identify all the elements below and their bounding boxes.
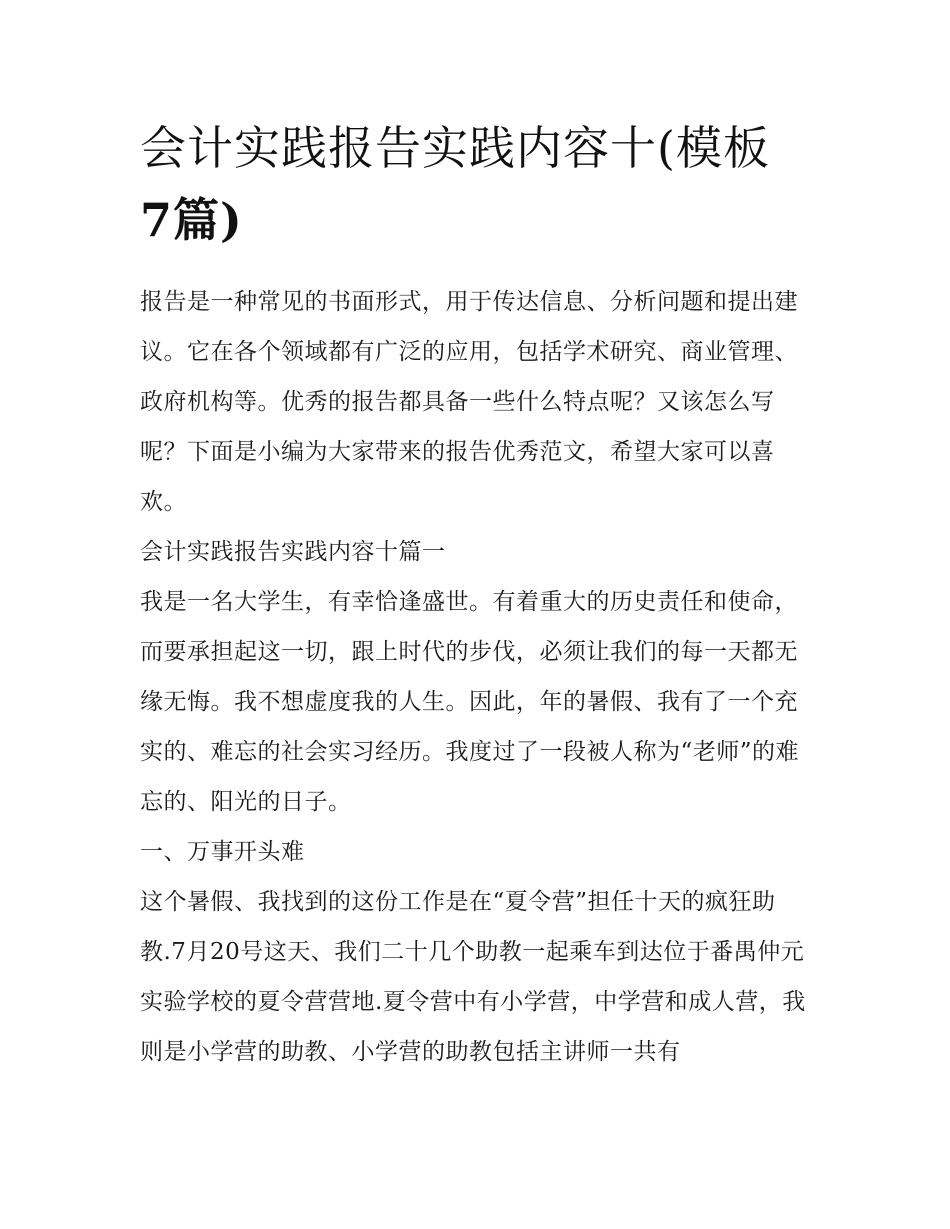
title-line-1: 会计实践报告实践内容十(模板 bbox=[140, 121, 770, 175]
section-heading: 会计实践报告实践内容十篇一 bbox=[140, 539, 446, 565]
title-line-2: 7篇) bbox=[140, 193, 243, 247]
sub-heading: 一、万事开头难 bbox=[140, 839, 305, 865]
body-paragraph-2: 这个暑假、我找到的这份工作是在“夏令营”担任十天的疯狂助教.7月20号这天、我们二十几个助教一起乘车到达位于番禺仲元实验学校的夏令营营地.夏令营中有小学营，中学营和成人营，我则是小学营的助教、小学营的助教包括主讲师一共有 bbox=[140, 889, 806, 1065]
body-paragraph-1: 我是一名大学生，有幸恰逢盛世。有着重大的历史责任和使命，而要承担起这一切，跟上时代的步伐，必须让我们的每一天都无缘无悔。我不想虚度我的人生。因此，年的暑假、我有了一个充实的、难忘的社会实习经历。我度过了一段被人称为“老师”的难忘的、阳光的日子。 bbox=[140, 589, 800, 815]
intro-paragraph: 报告是一种常见的书面形式，用于传达信息、分析问题和提出建议。它在各个领域都有广泛的应用，包括学术研究、商业管理、政府机构等。优秀的报告都具备一些什么特点呢？又该怎么写呢？下面是小编为大家带来的报告优秀范文，希望大家可以喜欢。 bbox=[140, 289, 798, 515]
document-title bbox=[140, 112, 820, 256]
